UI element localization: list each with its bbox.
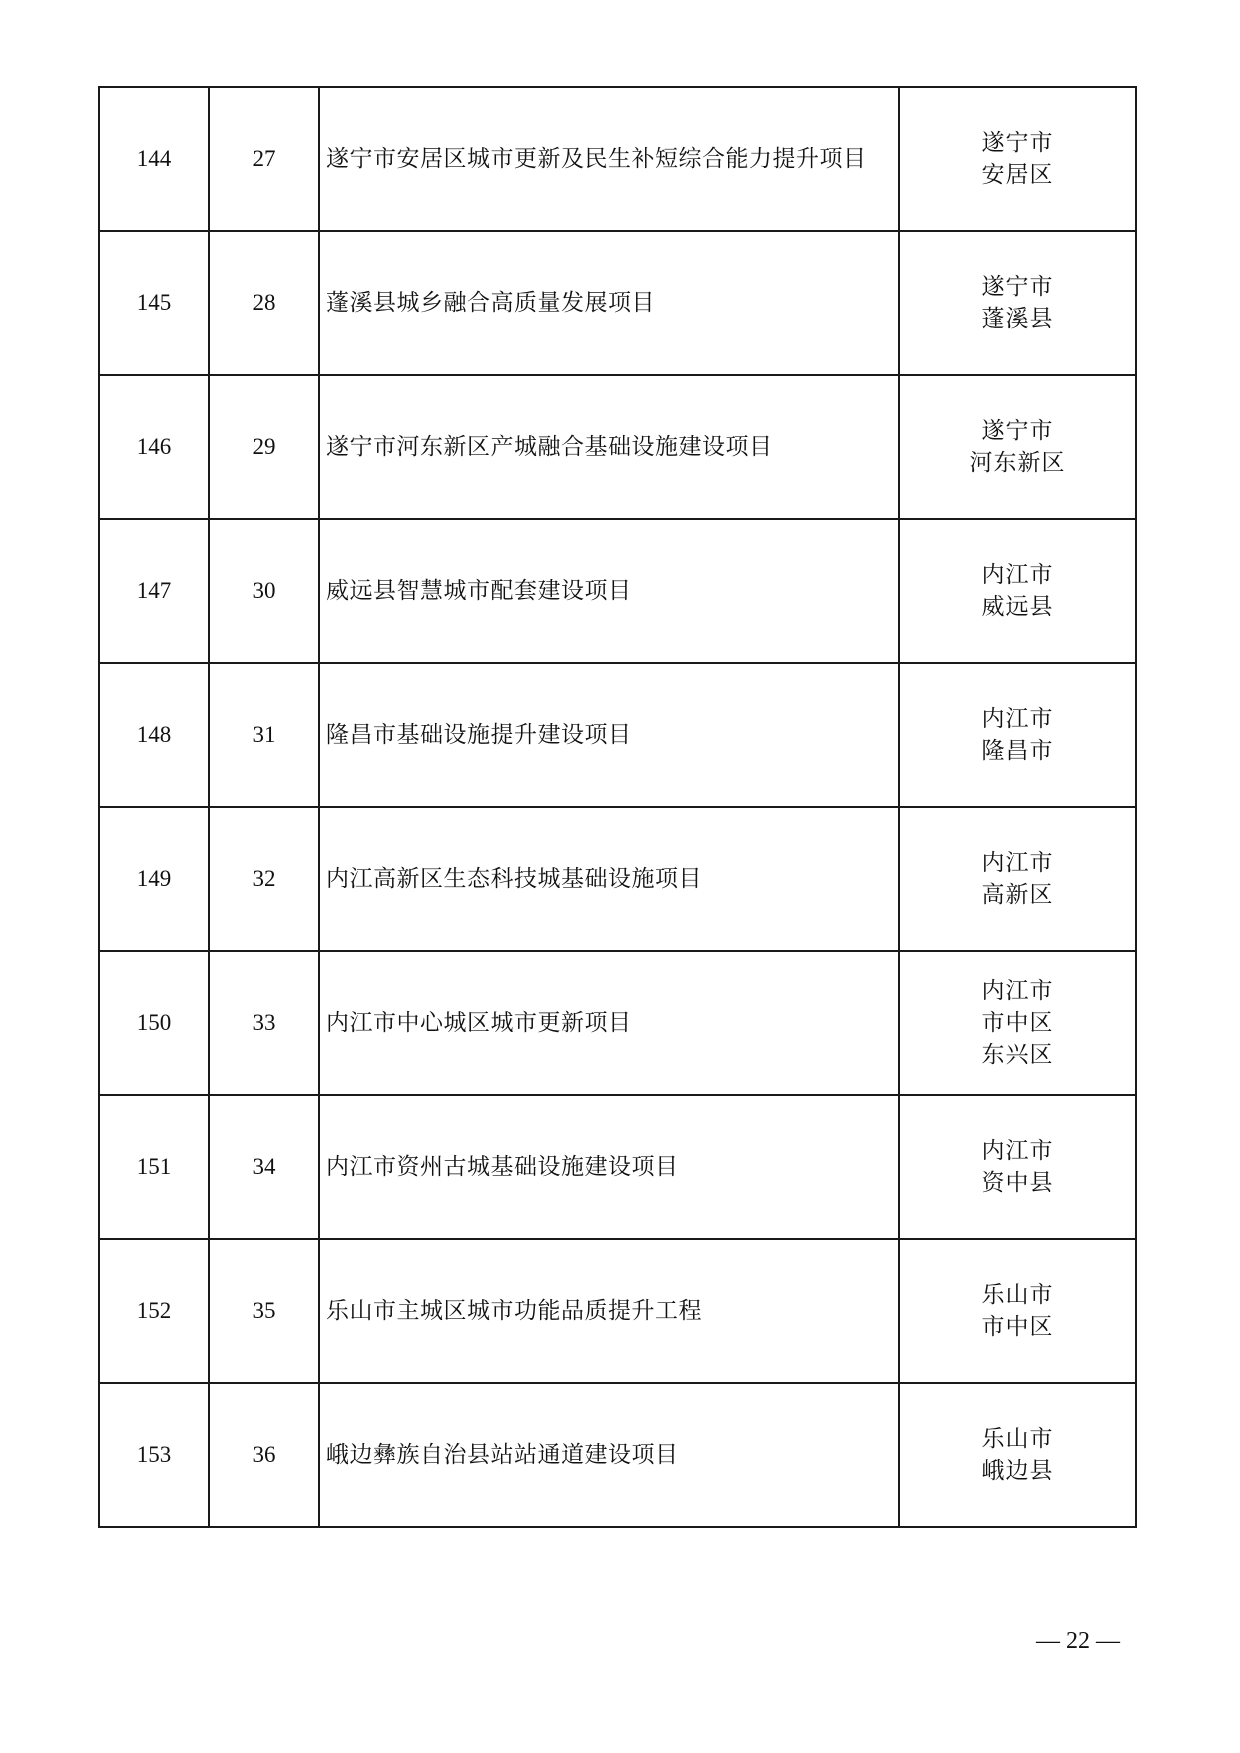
project-name: 内江高新区生态科技城基础设施项目 bbox=[319, 807, 899, 951]
table-row bbox=[99, 375, 1136, 519]
region-city: 内江市 bbox=[981, 706, 1054, 732]
project-region bbox=[899, 519, 1136, 663]
region-city: 内江市 bbox=[981, 562, 1054, 588]
page-number: — 22 — bbox=[1036, 1628, 1120, 1654]
table-row bbox=[99, 663, 1136, 807]
row-number: 149 bbox=[99, 807, 209, 951]
project-region bbox=[899, 1383, 1136, 1527]
region-city: 乐山市 bbox=[981, 1282, 1054, 1308]
table-row bbox=[99, 1095, 1136, 1239]
row-number: 152 bbox=[99, 1239, 209, 1383]
region-district: 资中县 bbox=[981, 1170, 1054, 1196]
project-name: 隆昌市基础设施提升建设项目 bbox=[319, 663, 899, 807]
table-row bbox=[99, 1239, 1136, 1383]
project-region bbox=[899, 1095, 1136, 1239]
region-district: 隆昌市 bbox=[981, 738, 1054, 764]
table-row bbox=[99, 1383, 1136, 1527]
project-name: 遂宁市安居区城市更新及民生补短综合能力提升项目 bbox=[319, 87, 899, 231]
region-district: 安居区 bbox=[981, 162, 1054, 188]
project-name: 蓬溪县城乡融合高质量发展项目 bbox=[319, 231, 899, 375]
project-region bbox=[899, 87, 1136, 231]
region-district: 河东新区 bbox=[969, 450, 1066, 476]
project-region bbox=[899, 807, 1136, 951]
project-name: 乐山市主城区城市功能品质提升工程 bbox=[319, 1239, 899, 1383]
project-name: 遂宁市河东新区产城融合基础设施建设项目 bbox=[319, 375, 899, 519]
project-region bbox=[899, 231, 1136, 375]
region-district: 东兴区 bbox=[981, 1042, 1054, 1068]
project-region bbox=[899, 663, 1136, 807]
project-name: 威远县智慧城市配套建设项目 bbox=[319, 519, 899, 663]
region-district: 市中区 bbox=[981, 1314, 1054, 1340]
row-sub-number: 35 bbox=[209, 1239, 319, 1383]
row-sub-number: 31 bbox=[209, 663, 319, 807]
row-sub-number: 32 bbox=[209, 807, 319, 951]
region-district: 市中区 bbox=[981, 1010, 1054, 1036]
project-name: 内江市中心城区城市更新项目 bbox=[319, 951, 899, 1095]
row-sub-number: 27 bbox=[209, 87, 319, 231]
project-table bbox=[98, 86, 1137, 1528]
project-region bbox=[899, 951, 1136, 1095]
region-city: 遂宁市 bbox=[981, 274, 1054, 300]
project-name: 内江市资州古城基础设施建设项目 bbox=[319, 1095, 899, 1239]
table-row bbox=[99, 87, 1136, 231]
region-city: 遂宁市 bbox=[981, 130, 1054, 156]
row-sub-number: 29 bbox=[209, 375, 319, 519]
row-number: 150 bbox=[99, 951, 209, 1095]
row-number: 147 bbox=[99, 519, 209, 663]
row-sub-number: 33 bbox=[209, 951, 319, 1095]
row-number: 144 bbox=[99, 87, 209, 231]
row-sub-number: 34 bbox=[209, 1095, 319, 1239]
row-sub-number: 28 bbox=[209, 231, 319, 375]
table-row bbox=[99, 231, 1136, 375]
row-number: 145 bbox=[99, 231, 209, 375]
region-city: 乐山市 bbox=[981, 1426, 1054, 1452]
region-city: 内江市 bbox=[981, 1138, 1054, 1164]
project-name: 峨边彝族自治县站站通道建设项目 bbox=[319, 1383, 899, 1527]
table-row bbox=[99, 951, 1136, 1095]
row-sub-number: 30 bbox=[209, 519, 319, 663]
project-region bbox=[899, 1239, 1136, 1383]
row-number: 148 bbox=[99, 663, 209, 807]
row-sub-number: 36 bbox=[209, 1383, 319, 1527]
project-table-body bbox=[99, 87, 1136, 1527]
region-city: 内江市 bbox=[981, 850, 1054, 876]
region-district: 峨边县 bbox=[981, 1458, 1054, 1484]
region-district: 高新区 bbox=[981, 882, 1054, 908]
region-city: 内江市 bbox=[981, 978, 1054, 1004]
region-district: 蓬溪县 bbox=[981, 306, 1054, 332]
row-number: 146 bbox=[99, 375, 209, 519]
row-number: 151 bbox=[99, 1095, 209, 1239]
row-number: 153 bbox=[99, 1383, 209, 1527]
table-row bbox=[99, 807, 1136, 951]
project-region bbox=[899, 375, 1136, 519]
table-row bbox=[99, 519, 1136, 663]
region-district: 威远县 bbox=[981, 594, 1054, 620]
region-city: 遂宁市 bbox=[981, 418, 1054, 444]
